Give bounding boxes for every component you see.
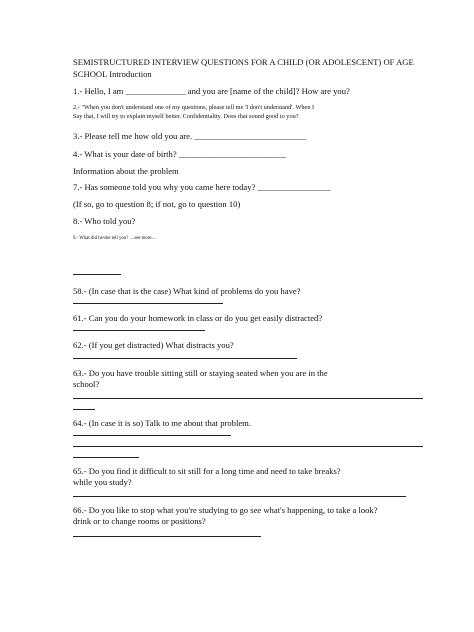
question-7-note: (If so, go to question 8; if not, go to question 10) [73, 199, 241, 209]
answer-line [73, 358, 297, 359]
question-61: 61.- Can you do your homework in class or do you get easily distracted? [73, 313, 323, 323]
question-3: 3.- Please tell me how old you are. __________________________ [73, 131, 306, 141]
question-66-line1: 66.- Do you like to stop what you're studying to go see what's happening, to take a look? [73, 505, 378, 515]
question-8: 8.- Who told you? [73, 216, 136, 226]
question-63-line1: 63.- Do you have trouble sitting still or staying seated when you are in the [73, 368, 328, 378]
answer-line [73, 409, 95, 410]
answer-line [73, 398, 423, 399]
question-64: 64.- (In case it is so) Talk to me about that problem. [73, 418, 251, 428]
question-65-line1: 65.- Do you find it difficult to sit still for a long time and need to take breaks? [73, 466, 341, 476]
answer-line [73, 303, 223, 304]
question-7: 7.- Has someone told you why you came here today? _________________ [73, 182, 331, 192]
question-62: 62.- (If you get distracted) What distracts you? [73, 340, 234, 350]
answer-line [73, 457, 139, 458]
answer-line [73, 496, 406, 497]
document-title-line1: SEMISTRUCTURED INTERVIEW QUESTIONS FOR A CHILD (OR ADOLESCENT) OF AGE [73, 57, 414, 67]
question-9: 9.- What did he/she tell you? ....see more.... [73, 236, 157, 241]
document-title-line2: SCHOOL Introduction [73, 69, 152, 79]
question-4: 4.- What is your date of birth? _________________________ [73, 149, 287, 159]
question-63-line2: school? [73, 379, 100, 389]
answer-line [73, 446, 423, 447]
question-65-line2: while you study? [73, 477, 132, 487]
answer-line [73, 435, 231, 436]
question-2-line1: 2.- "When you don't understand one of my questions, please tell me 'I don't understand'. When I [73, 104, 315, 111]
answer-line [73, 274, 121, 275]
section-heading-problem: Information about the problem [73, 166, 179, 176]
question-58: 58.- (In case that is the case) What kind of problems do you have? [73, 286, 301, 296]
question-66-line2: drink or to change rooms or positions? [73, 516, 206, 526]
question-1: 1.- Hello, I am ______________ and you are [name of the child]? How are you? [73, 86, 350, 96]
answer-line [73, 330, 205, 331]
answer-line [73, 536, 261, 537]
question-2-line2: Say that, I will try to explain myself better. Confidentiality. Does that sound good to you? [73, 113, 299, 120]
